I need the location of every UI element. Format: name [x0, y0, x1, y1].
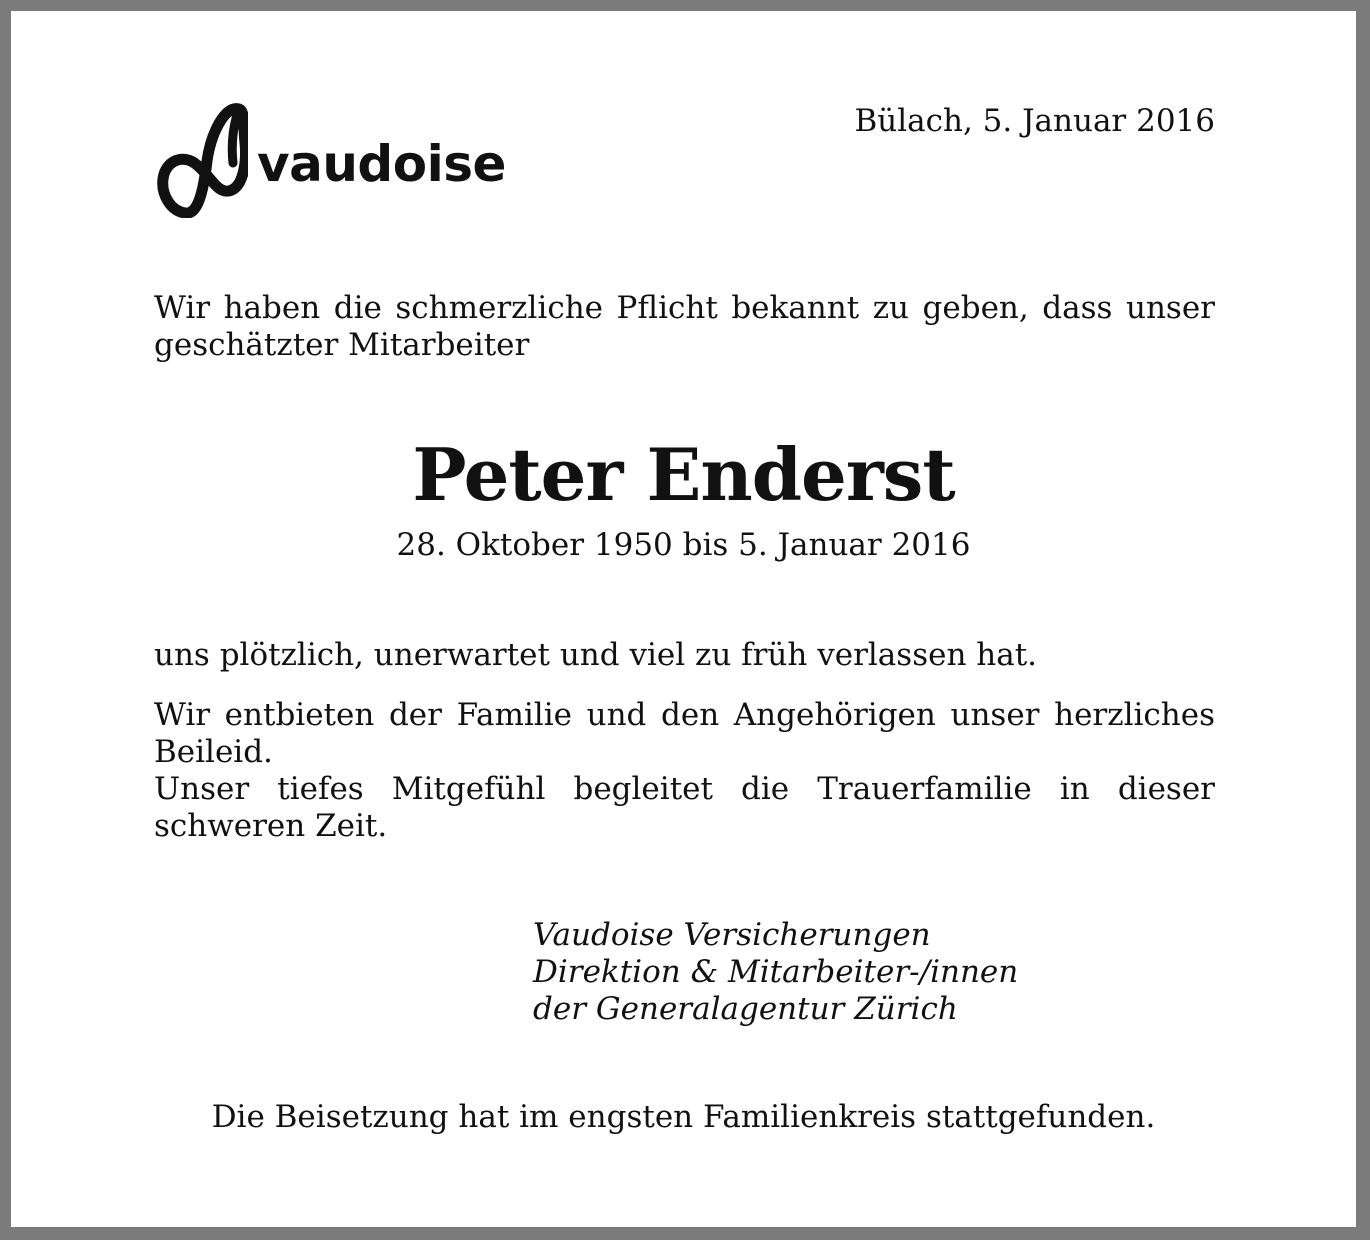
signature-block: [533, 917, 1018, 1028]
condolence-line-2: Unser tiefes Mitgefühl begleitet die Trauerfamilie in dieser schweren Zeit.: [154, 771, 1215, 844]
intro-text: Wir haben die schmerzliche Pflicht bekannt zu geben, dass unser geschätzter Mitarbeiter: [154, 290, 1215, 363]
signature-agency: der Generalagentur Zürich: [533, 991, 958, 1027]
passing-text: uns plötzlich, unerwartet und viel zu früh verlassen hat.: [154, 637, 1038, 673]
obituary-notice: [11, 11, 1356, 1227]
signature-company: Vaudoise Versicherungen: [533, 917, 931, 953]
logo-wordmark: vaudoise: [257, 135, 506, 193]
burial-note: Die Beisetzung hat im engsten Familienkreis stattgefunden.: [211, 1099, 1156, 1135]
vaudoise-loop-icon: [153, 103, 248, 218]
signature-direction: Direktion & Mitarbeiter-/innen: [533, 954, 1019, 990]
vaudoise-logo: [153, 103, 513, 218]
condolence-line-1: Wir entbieten der Familie und den Angehörigen unser herzliches Beileid.: [154, 697, 1215, 770]
deceased-name: Peter Enderst: [412, 432, 955, 517]
condolence-text: [154, 697, 1215, 845]
lifespan-dates: 28. Oktober 1950 bis 5. Januar 2016: [396, 527, 971, 563]
dateline: Bülach, 5. Januar 2016: [854, 103, 1215, 139]
